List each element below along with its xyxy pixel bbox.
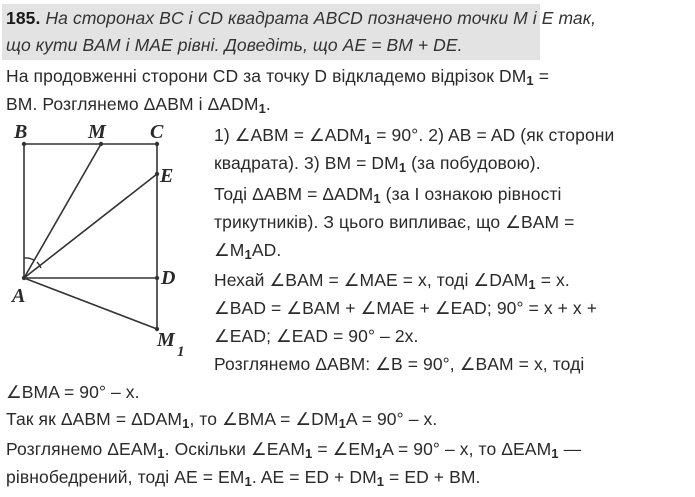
proof-line-4: трикутників). З цього випливає, що ∠BAM = [214, 212, 575, 232]
task-text: На сторонах BC і CD квадрата ABCD позначено точки M і E так, [45, 8, 597, 28]
proof-line-12: Розглянемо ΔEAM1. Оскільки ∠EAM1 = ∠EM1A = 90° – x, то ΔEAM1 — [6, 439, 582, 461]
proof-line-5: ∠M1AD. [214, 240, 282, 262]
task-number: 185. [6, 8, 41, 28]
task-statement-line-1 [6, 7, 596, 29]
segment-am [24, 144, 101, 278]
label-m1-subscript: 1 [177, 344, 185, 360]
intro-line-1: На продовженні сторони CD за точку D відкладемо відрізок DM1 = [6, 66, 550, 88]
proof-line-3: Тоді ΔABM = ΔADM1 (за I ознакою рівності [214, 184, 562, 206]
intro-line-2: BM. Розглянемо ΔABM і ΔADM1. [6, 94, 271, 116]
proof-line-6: Нехай ∠BAM = ∠MAE = x, тоді ∠DAM1 = x. [214, 270, 570, 292]
angle-arc [24, 258, 34, 260]
proof-line-1: 1) ∠ABM = ∠ADM1 = 90°. 2) AB = AD (як сторони [214, 125, 615, 147]
point-e [155, 172, 159, 176]
label-a: A [12, 285, 26, 307]
proof-line-8: ∠EAD; ∠EAD = 90° – 2x. [214, 326, 419, 346]
proof-line-13: рівнобедрений, тоді AE = EM1. AE = ED + DM1 = ED + BM. [6, 467, 481, 489]
point-d [155, 276, 159, 280]
proof-line-11: Так як ΔABM = ΔDAM1, то ∠BMA = ∠DM1A = 90° – x. [6, 409, 438, 431]
label-c: C [150, 121, 164, 143]
proof-line-7: ∠BAD = ∠BAM + ∠MAE + ∠EAD; 90° = x + x + [214, 298, 598, 318]
label-m1: M [157, 329, 175, 351]
geometry-diagram [0, 112, 210, 362]
label-m: M [88, 121, 106, 143]
proof-line-10: ∠BMA = 90° – x. [6, 382, 140, 402]
proof-line-2: квадрата). 3) BM = DM1 (за побудовою). [214, 153, 541, 175]
segment-ae [24, 174, 157, 278]
segment-am1 [24, 278, 157, 329]
point-a [22, 276, 26, 280]
proof-line-9: Розглянемо ΔABM: ∠B = 90°, ∠BAM = x, тоді [214, 354, 585, 374]
task-statement-line-2: що кути BAM і MAE рівні. Доведіть, що AE = BM + DE. [6, 35, 463, 55]
label-d: D [161, 267, 176, 289]
label-e: E [160, 165, 174, 187]
label-b: B [14, 121, 28, 143]
